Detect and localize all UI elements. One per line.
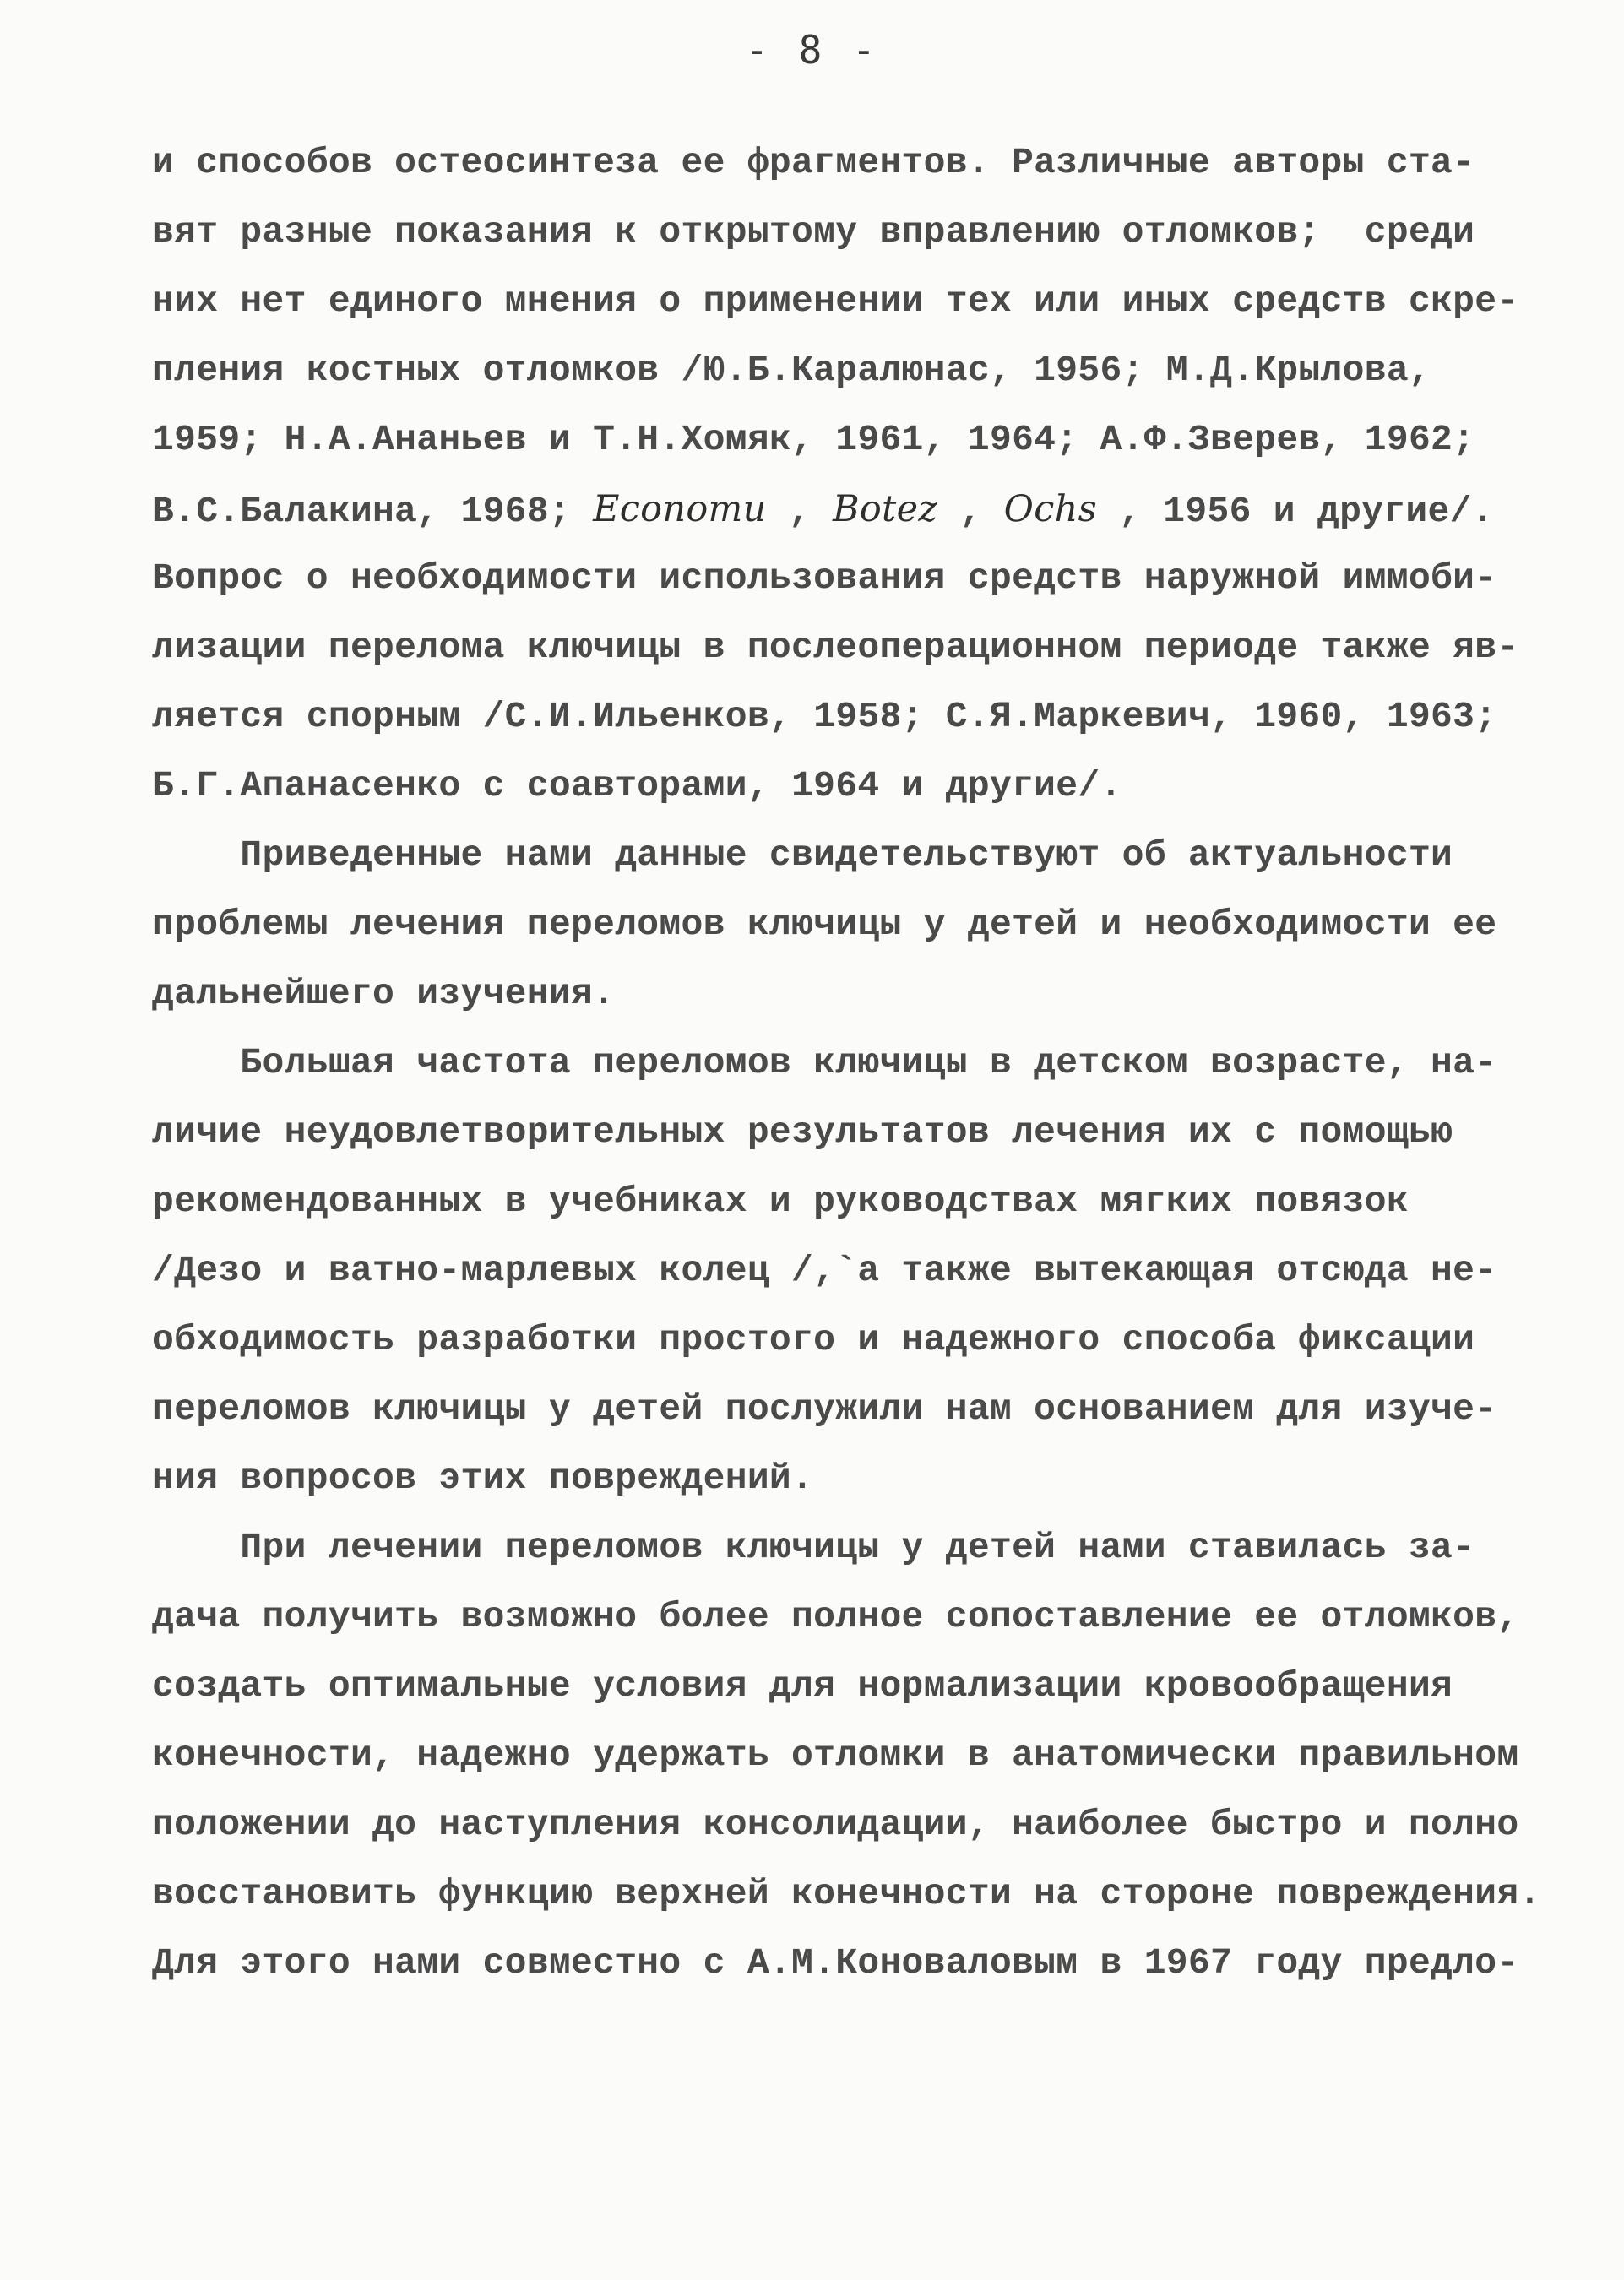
text-line: положении до наступления консолидации, наиболее быстро и полно bbox=[152, 1804, 1519, 1845]
text-line: них нет единого мнения о применении тех или иных средств скре- bbox=[152, 280, 1519, 322]
text-line: Большая частота переломов ключицы в детском возрасте, на- bbox=[152, 1042, 1497, 1083]
handwritten-author-ochs: Ochs bbox=[1003, 488, 1097, 530]
text-line: обходимость разработки простого и надежного способа фиксации bbox=[152, 1319, 1475, 1360]
text-line: ния вопросов этих повреждений. bbox=[152, 1458, 814, 1499]
text-line: Б.Г.Апанасенко с соавторами, 1964 и другие/. bbox=[152, 765, 1122, 806]
text-line: /Дезо и ватно-марлевых колец /,`а также вытекающая отсюда не- bbox=[152, 1250, 1497, 1291]
text-line: личие неудовлетворительных результатов лечения их с помощью bbox=[152, 1111, 1453, 1153]
text-line: ляется спорным /С.И.Ильенков, 1958; С.Я.Маркевич, 1960, 1963; bbox=[152, 696, 1497, 737]
text-line: лизации перелома ключицы в послеоперационном периоде также яв- bbox=[152, 627, 1519, 668]
text-line: 1959; Н.А.Ананьев и Т.Н.Хомяк, 1961, 1964; А.Ф.Зверев, 1962; bbox=[152, 419, 1475, 460]
text-line: конечности, надежно удержать отломки в анатомически правильном bbox=[152, 1734, 1519, 1776]
page-number: - 8 - bbox=[745, 27, 879, 73]
text-segment: , bbox=[766, 491, 833, 532]
handwritten-author-botez: Botez bbox=[832, 488, 938, 530]
text-segment: , 1956 и другие/. bbox=[1096, 491, 1494, 532]
text-line: рекомендованных в учебниках и руководствах мягких повязок bbox=[152, 1181, 1409, 1222]
body-text bbox=[152, 128, 1541, 1998]
text-segment: , bbox=[937, 491, 1004, 532]
text-line: При лечении переломов ключицы у детей нами ставилась за- bbox=[152, 1527, 1475, 1568]
text-line: Вопрос о необходимости использования средств наружной иммоби- bbox=[152, 557, 1497, 599]
text-line-with-handwritten-names bbox=[152, 475, 1494, 544]
handwritten-author-economu: Economu bbox=[593, 488, 767, 530]
text-line: и способов остеосинтеза ее фрагментов. Различные авторы ста- bbox=[152, 142, 1475, 183]
text-line: Для этого нами совместно с А.М.Коноваловым в 1967 году предло- bbox=[152, 1942, 1519, 1984]
text-line: проблемы лечения переломов ключицы у детей и необходимости ее bbox=[152, 904, 1497, 945]
text-line: вят разные показания к открытому вправлению отломков; среди bbox=[152, 211, 1475, 252]
text-segment: В.С.Балакина, 1968; bbox=[152, 491, 594, 532]
text-line: дача получить возможно более полное сопоставление ее отломков, bbox=[152, 1596, 1519, 1637]
text-line: переломов ключицы у детей послужили нам основанием для изуче- bbox=[152, 1388, 1497, 1430]
text-line: Приведенные нами данные свидетельствуют об актуальности bbox=[152, 834, 1453, 876]
text-line: восстановить функцию верхней конечности на стороне повреждения. bbox=[152, 1873, 1541, 1914]
text-line: дальнейшего изучения. bbox=[152, 973, 616, 1014]
text-line: пления костных отломков /Ю.Б.Каралюнас, 1956; М.Д.Крылова, bbox=[152, 350, 1431, 391]
text-line: создать оптимальные условия для нормализации кровообращения bbox=[152, 1665, 1453, 1707]
